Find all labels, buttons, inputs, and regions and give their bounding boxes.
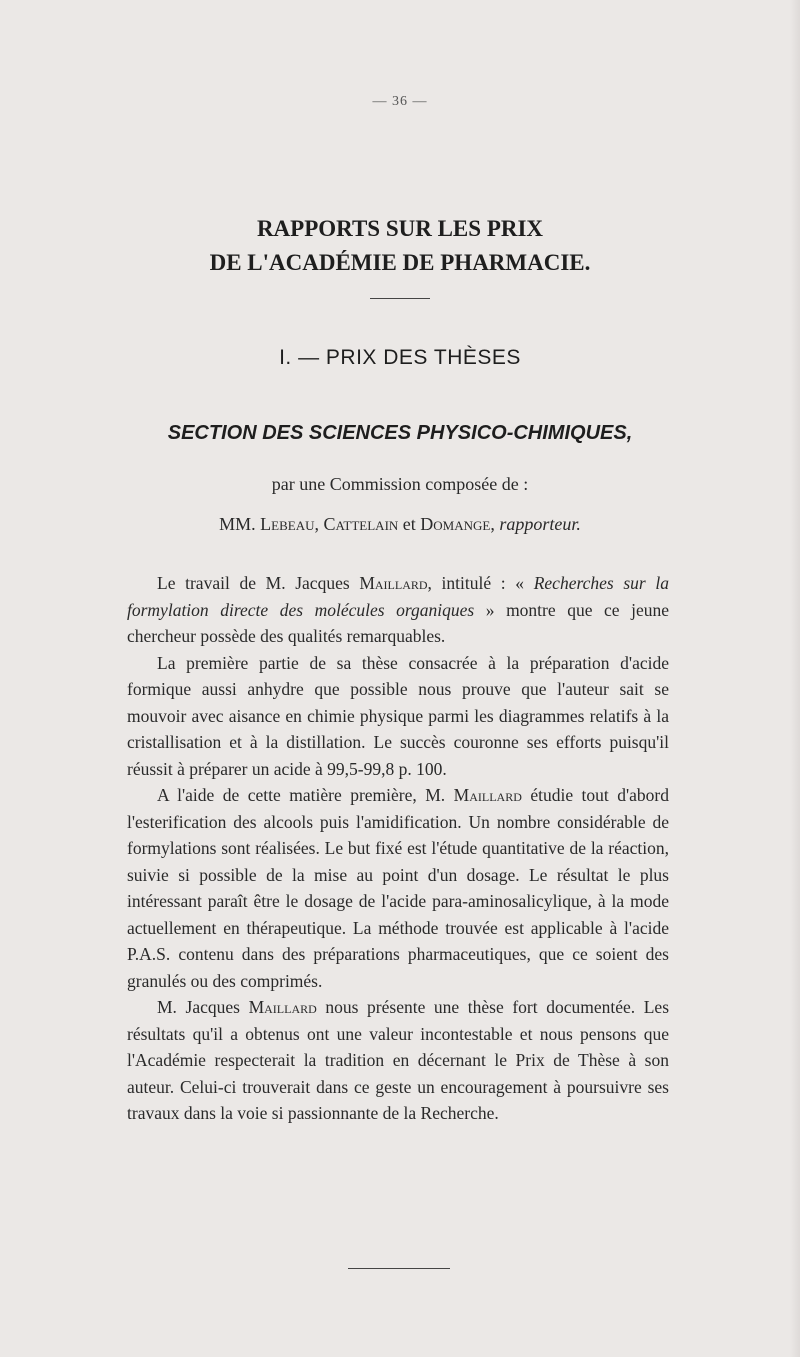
title-divider (370, 298, 430, 299)
section-heading: I. — PRIX DES THÈSES (279, 346, 521, 369)
paragraph: M. Jacques Maillard nous présente une thèse fort documentée. Les résultats qu'il a obtenus ont une valeur incontestable et nous pensons que l'Académie respecterait la tradition en décernant le Prix de Thèse à son auteur. Celui-ci trouverait dans ce geste un encouragement à poursuivre ses travaux dans la voie si passionnante de la Recherche. (127, 997, 670, 1123)
page-number: — 36 — (372, 94, 428, 109)
paragraph: A l'aide de cette matière première, M. Maillard étudie tout d'abord l'esterification des alcools puis l'amidification. Un nombre considérable de formylations sont réalisées. Le but fixé est l'étude quantitative de la réaction, suivie si possible de la mise au point d'un dosage. Le résultat le plus intéressant paraît être le dosage de l'acide para-aminosalicylique, à la mode actuellement en thérapeutique. La méthode trouvée est applicable à l'acide P.A.S. contenu dans des préparations pharmaceutiques, que ce soient des granulés ou des comprimés. (127, 785, 670, 991)
members-conjunction: et (402, 514, 416, 534)
paragraph: La première partie de sa thèse consacrée à la préparation d'acide formique aussi anhydre que possible nous prouve que l'auteur sait se mouvoir avec aisance en chimie physique parmi les diagrammes relatifs à la cristallisation et à la distillation. Le succès couronne ses efforts puisqu'il réussit à préparer un acide à 99,5-99,8 p. 100. (127, 652, 669, 779)
page-title (0, 212, 800, 280)
author-name: Maillard (359, 573, 428, 593)
commission-line: par une Commission composée de : (271, 474, 529, 494)
page-edge (790, 0, 800, 1357)
page-title-line-1: RAPPORTS SUR LES PRIX (256, 216, 544, 241)
report-body (127, 570, 669, 1127)
members-prefix: MM. (219, 514, 256, 534)
member-name: Cattelain (323, 514, 399, 534)
author-name: Maillard (453, 785, 522, 805)
author-name: Maillard (248, 997, 317, 1017)
end-divider (348, 1268, 450, 1269)
member-role: rapporteur. (499, 514, 581, 534)
page-title-line-2: DE L'ACADÉMIE DE PHARMACIE. (209, 250, 591, 275)
subsection-heading: SECTION DES SCIENCES PHYSICO-CHIMIQUES, (167, 422, 633, 444)
thesis-title: Recherches sur la formylation directe des molécules organiques (127, 573, 670, 620)
member-name: Lebeau, (260, 514, 319, 534)
member-name: Domange, (420, 514, 495, 534)
commission-members (0, 514, 800, 535)
paragraph: Le travail de M. Jacques Maillard, intitulé : « Recherches sur la formylation directe des molécules organiques » montre que ce jeune chercheur possède des qualités remarquables. (127, 573, 670, 646)
